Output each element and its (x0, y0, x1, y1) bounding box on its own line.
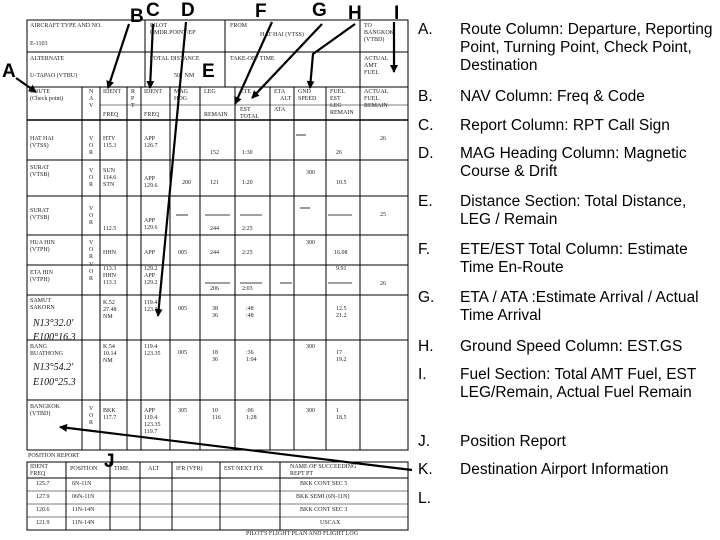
pr-right-row: BKK SEMI (6N-11N) (296, 494, 350, 500)
alternate-label: ALTERNATE (30, 56, 65, 62)
legend-text: NAV Column: Freq & Code (460, 88, 645, 105)
row-ident: 113.3 HHN 113.3 (103, 266, 117, 286)
callout-j: J (104, 451, 115, 472)
row-ete: :06 1:28 (246, 408, 257, 421)
row-hdg: 005 (178, 350, 187, 356)
col-actual-fuel-remain: ACTUAL FUEL REMAIN (364, 89, 389, 109)
total-distance-label: TOTAL DISTANCE (150, 56, 200, 62)
handwritten-lon-1: E100°16.3 (33, 332, 76, 343)
col-alt: ALT (280, 96, 292, 102)
row-actual: 26 (380, 281, 386, 287)
handwritten-lat-2: N13°54.2' (33, 362, 74, 373)
legend-key: L. (418, 490, 431, 507)
row-rpt: 119.4 123.35 (144, 300, 161, 313)
pr-header-position: POSITION (70, 466, 98, 472)
col-route: ROUTE (Check point) (30, 89, 64, 102)
row-nav: V O R (89, 240, 94, 260)
arrow-b (108, 24, 129, 88)
row-ete: 1:20 (242, 180, 253, 186)
row-ete: 2:03 (242, 286, 253, 292)
pr-right-row: BKK CONT SEC 3 (300, 507, 348, 513)
pr-header-succeeding: NAME OF SUCCEEDING REPT PT (290, 464, 357, 477)
col-fuel-est-leg: FUEL EST LEG REMAIN (330, 89, 354, 116)
row-rpt: 119.4 123.35 (144, 344, 161, 357)
legend-key: G. (418, 289, 435, 306)
row-gs: 300 (306, 344, 315, 350)
row-rpt: APP 119.4 123.35 119.7 (144, 408, 161, 435)
form-footer: PILOT'S FLIGHT PLAN AND FLIGHT LOG (246, 531, 359, 537)
legend-text: Report Column: RPT Call Sign (460, 117, 670, 134)
legend-key: J. (418, 433, 431, 450)
row-route: SURAT (VTSB) (30, 208, 50, 221)
col-ata: ATA (274, 107, 286, 113)
handwritten-lat-1: N13°32.0' (33, 318, 74, 329)
legend-text: Destination Airport Information (460, 461, 669, 478)
row-route: SAMUT SAKORN (30, 298, 55, 311)
callout-a: A (2, 61, 16, 82)
row-route: SURAT (VTSB) (30, 165, 50, 178)
row-rpt: APP 126.7 (144, 136, 158, 149)
col-ident-2: IDENT (144, 89, 162, 95)
pr-header-ident: IDENT FREQ (30, 464, 48, 477)
row-nav: V O R (89, 406, 94, 426)
alternate-value: U-TAPAO (VTBU) (30, 73, 78, 79)
row-hdg: 005 (178, 306, 187, 312)
from-value: HAT HAI (VTSS) (260, 32, 304, 38)
pilot-label: PILOT CMDR.POINT/EP (150, 23, 196, 36)
callout-b: B (130, 6, 144, 27)
legend-key: C. (418, 117, 434, 134)
row-rpt: APP 129.6 (144, 176, 158, 189)
legend-text: Ground Speed Column: EST.GS (460, 338, 683, 355)
row-nav: V O R (89, 206, 94, 226)
col-remain: REMAIN (204, 112, 228, 118)
legend-key: A. (418, 21, 433, 38)
legend-key: H. (418, 338, 434, 355)
legend-text: Distance Section: Total Distance, LEG / Remain (460, 193, 687, 228)
row-fuel: 26 (336, 150, 342, 156)
pr-right-row: USCAX (320, 520, 341, 526)
row-fuel: 17 19.2 (336, 350, 347, 363)
row-gs: 300 (306, 408, 315, 414)
row-fuel: 1 18.5 (336, 408, 347, 421)
row-dist: 244 (210, 250, 219, 256)
row-dist: 18 36 (212, 350, 218, 363)
col-rpt: R P T (131, 89, 136, 109)
pr-header-alt: ALT (148, 466, 160, 472)
row-hdg: 005 (178, 250, 187, 256)
to-label: TO BANGKOK (VTBD) (364, 23, 394, 43)
callout-d: D (181, 0, 195, 21)
col-freq: FREQ (103, 112, 119, 118)
row-dist: 206 (210, 286, 219, 292)
aircraft-type-label: AIRCRAFT TYPE AND NO. (30, 23, 102, 29)
legend-key: E. (418, 193, 433, 210)
legend-text: Route Column: Departure, Reporting Point, Turning Point, Check Point, Destination (460, 21, 713, 74)
aircraft-no: E-1103 (30, 41, 48, 47)
row-nav: V O R (89, 136, 94, 156)
callout-g: G (312, 0, 327, 21)
row-fuel: 12.5 21.2 (336, 306, 347, 319)
legend-key: B. (418, 88, 433, 105)
row-ident: SUN 114.6 STN (103, 168, 117, 188)
row-actual: 25 (380, 212, 386, 218)
row-route: BANG BUATHONG (30, 344, 63, 357)
handwritten-lon-2: E100°25.3 (33, 377, 76, 388)
total-distance-value: 501 NM (174, 73, 195, 79)
takeoff-time-label: TAKE-OFF TIME (230, 56, 275, 62)
row-route: ETA HIN (VTPH) (30, 270, 54, 283)
pr-header-time: TIME (114, 466, 129, 472)
col-leg: LEG (204, 89, 216, 95)
row-fuel: 10.5 (336, 180, 347, 186)
col-est-total: EST TOTAL (240, 107, 260, 120)
row-fuel: 16.08 (334, 250, 348, 256)
row-ident: 112.5 (103, 226, 117, 232)
pr-col1-row: 125.7 (36, 481, 50, 487)
row-rpt: 129.2 APP 129.2 (144, 266, 158, 286)
row-actual: 26 (380, 136, 386, 142)
col-ident: IDENT (103, 89, 121, 95)
callout-f: F (255, 1, 267, 22)
row-dist: 244 (210, 226, 219, 232)
row-nav: V O R (89, 262, 94, 282)
arrow-h (310, 24, 355, 88)
row-dist: 38 36 (212, 306, 218, 319)
row-ete: 2:25 (242, 250, 253, 256)
pr-col1-row: 120.6 (36, 507, 50, 513)
legend-key: D. (418, 145, 434, 162)
callout-i: I (394, 3, 400, 24)
row-ete: :48 :48 (246, 306, 254, 319)
col-ete: ETE (240, 89, 251, 95)
legend-list (418, 0, 720, 540)
pr-header-est-next-fix: EST NEXT FIX (224, 466, 264, 472)
position-report-title: POSITION REPORT (28, 453, 80, 459)
pr-col2-row: 06N-11N (72, 494, 95, 500)
row-dist: 121 (210, 180, 219, 186)
pr-right-row: BKK CONT SEC 5 (300, 481, 348, 487)
row-ident: K.54 10.14 NM (103, 344, 117, 364)
row-route: HAT HAI (VTSS) (30, 136, 54, 149)
row-hdg: 200 (182, 180, 191, 186)
legend-text: MAG Heading Column: Magnetic Course & Drift (460, 145, 687, 180)
row-ident: K.52 27.48 NM (103, 300, 117, 320)
row-ident: HTY 115.3 (103, 136, 117, 149)
row-ident: BKK 117.7 (103, 408, 117, 421)
pr-header-ifr: IFR (VFR) (176, 466, 203, 472)
row-dist: 10 116 (212, 408, 221, 421)
row-rpt: APP (144, 250, 156, 256)
callout-c: C (146, 0, 160, 21)
from-label: FROM (230, 23, 248, 29)
col-nav: N A V (89, 89, 94, 109)
col-eta: ETA (274, 89, 286, 95)
col-freq-2: FREQ (144, 112, 160, 118)
row-route: BANGKOK (VTBD) (30, 404, 60, 417)
pr-col2-row: 11N-14N (72, 507, 95, 513)
col-gnd-speed: GND SPEED (298, 89, 317, 102)
legend-text: ETE/EST Total Column: Estimate Time En-Route (460, 241, 688, 276)
row-ete: :36 1:04 (246, 350, 257, 363)
row-rpt: APP 129.6 (144, 218, 158, 231)
actual-fuel-label: ACTUAL AMT FUEL (364, 56, 389, 76)
row-hdg: 305 (178, 408, 187, 414)
row-gs: 300 (306, 240, 315, 246)
row-gs: 300 (306, 170, 315, 176)
legend-key: F. (418, 241, 431, 258)
row-ident: HHN (103, 250, 116, 256)
row-ete: 1:30 (242, 150, 253, 156)
legend-text: Position Report (460, 433, 566, 450)
legend-text: Fuel Section: Total AMT Fuel, EST LEG/Remain, Actual Fuel Remain (460, 366, 697, 401)
legend-text: ETA / ATA :Estimate Arrival / Actual Time Arrival (460, 289, 699, 324)
row-fuel: 9.91 (336, 266, 347, 272)
legend-key: I. (418, 366, 427, 383)
col-mag-hdg: MAG HDG (174, 89, 189, 102)
row-dist: 152 (210, 150, 219, 156)
pr-col1-row: 127.9 (36, 494, 50, 500)
row-nav: V O R (89, 168, 94, 188)
pr-col2-row: 11N-14N (72, 520, 95, 526)
legend-key: K. (418, 461, 433, 478)
pr-col1-row: 121.9 (36, 520, 50, 526)
row-route: HUA HIN (VTPH) (30, 240, 55, 253)
callout-e: E (202, 61, 215, 82)
callout-h: H (348, 3, 362, 24)
pr-col2-row: 6N-11N (72, 481, 92, 487)
row-ete: 2:25 (242, 226, 253, 232)
